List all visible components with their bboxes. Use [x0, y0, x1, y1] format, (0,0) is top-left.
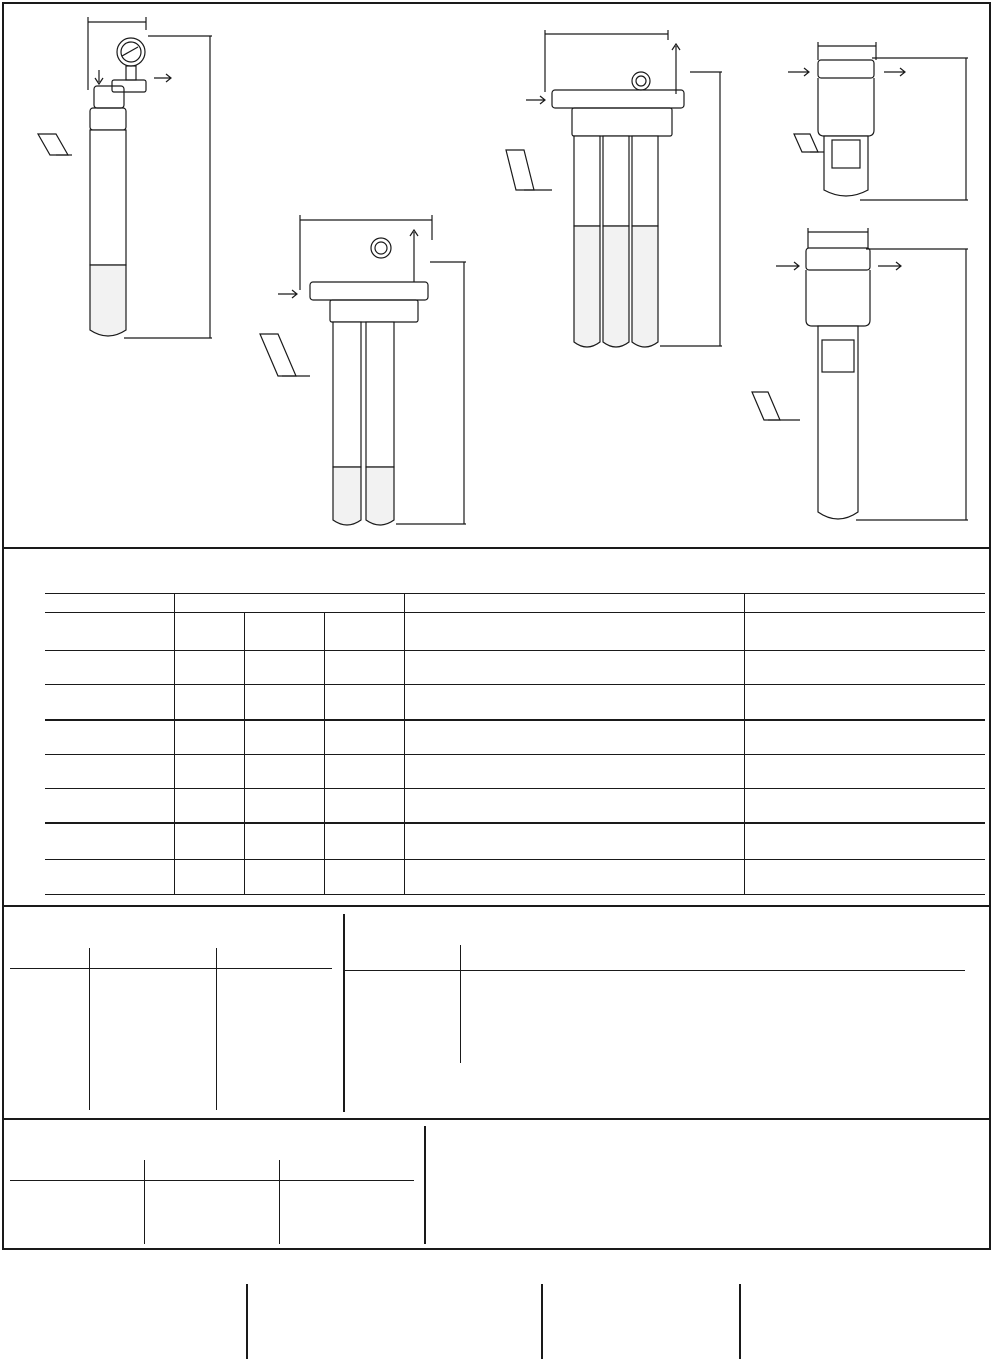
outlet-arrow-icon [672, 44, 680, 94]
inlet-arrow-icon [526, 96, 545, 104]
pressure-gauge-icon [632, 72, 650, 90]
column-divider [343, 914, 345, 1112]
inlet-arrow-icon [278, 290, 297, 298]
pressure-gauge-icon [371, 238, 391, 258]
dimension-line-icon [794, 134, 818, 152]
dimension-line-icon [752, 392, 780, 420]
column-divider [424, 1126, 426, 1244]
twin-cartridge-system-with-gauge [260, 215, 466, 525]
section-divider [2, 905, 991, 907]
inlet-arrow-icon [95, 70, 103, 84]
large-housing-filter [752, 228, 968, 520]
outlet-arrow-icon [410, 230, 418, 282]
outlet-arrow-icon [884, 68, 905, 76]
section-divider [2, 1118, 991, 1120]
inlet-arrow-icon [776, 262, 799, 270]
outlet-arrow-icon [154, 74, 171, 82]
dimension-line-icon [506, 150, 534, 190]
inlet-arrow-icon [788, 68, 809, 76]
section-divider [2, 547, 991, 549]
outlet-arrow-icon [878, 262, 901, 270]
dimension-line-icon [38, 134, 68, 155]
dimension-line-icon [260, 334, 296, 376]
small-housing-filter [788, 42, 968, 200]
single-cartridge-system-with-gauge [38, 17, 212, 338]
triple-cartridge-system-with-gauge [506, 30, 722, 347]
